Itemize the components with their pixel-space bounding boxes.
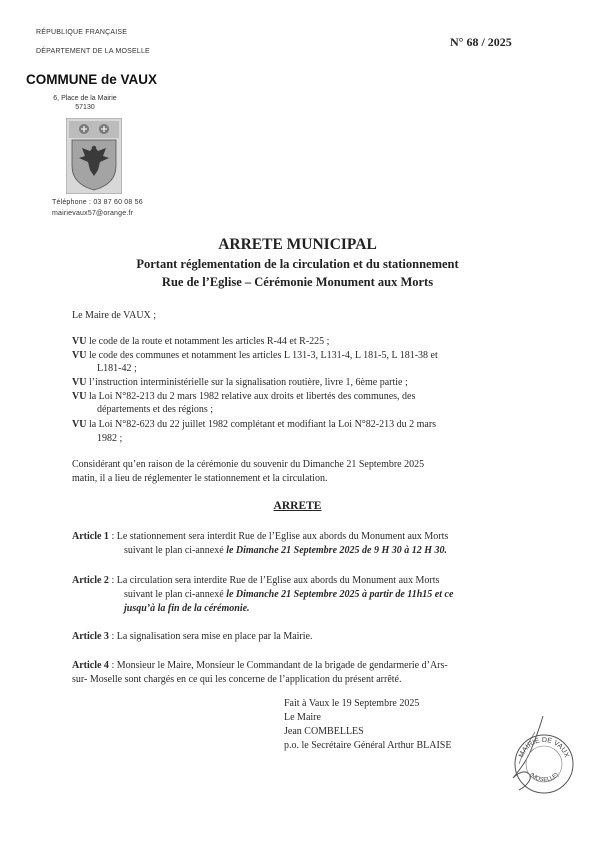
- article-2-line2: [124, 588, 544, 601]
- signatory-name: Jean COMBELLES: [284, 726, 364, 737]
- article-1: [72, 530, 532, 543]
- article-4: [72, 659, 542, 672]
- vu-text: la Loi N°82-623 du 22 juillet 1982 complétant et modifiant la Loi N°82-213 du 2 mars: [86, 419, 437, 430]
- considerant-line1: Considérant qu’en raison de la cérémonie du souvenir du Dimanche 21 Septembre 2025: [72, 459, 425, 470]
- vu-text: le code des communes et notamment les articles L 131-3, L131-4, L 181-5, L 181-38 et: [86, 350, 438, 361]
- vu-line: [72, 376, 532, 389]
- signatory-role: Le Maire: [284, 712, 321, 723]
- vu-text: le code de la route et notamment les articles R-44 et R-225 ;: [86, 336, 330, 347]
- vu-continuation: départements et des régions ;: [97, 404, 214, 415]
- svg-text:(MOSELLE): [528, 772, 560, 783]
- address-line2: 57130: [75, 104, 95, 111]
- article-1-line2: [124, 544, 544, 557]
- considerant-line2: matin, il a lieu de réglementer le stationnement et la circulation.: [72, 473, 328, 484]
- article-date: le Dimanche 21 Septembre 2025 à partir de 11h15 et ce: [226, 589, 454, 600]
- intro-text: Le Maire de VAUX ;: [72, 310, 157, 321]
- republic-label: RÉPUBLIQUE FRANÇAISE: [36, 29, 128, 36]
- vu-prefix: VU: [72, 391, 87, 402]
- article-label: Article 3: [72, 631, 109, 642]
- department-label: DÉPARTEMENT DE LA MOSELLE: [36, 48, 150, 55]
- article-label: Article 2: [72, 575, 109, 586]
- vu-text: la Loi N°82-213 du 2 mars 1982 relative aux droits et libertés des communes, des: [86, 391, 416, 402]
- place-date: Fait à Vaux le 19 Septembre 2025: [284, 698, 420, 709]
- signatory-delegate: p.o. le Secrétaire Général Arthur BLAISE: [284, 740, 452, 751]
- subtitle-line2: Rue de l’Eglise – Cérémonie Monument aux Morts: [161, 275, 434, 289]
- stamp-bottom-text: (MOSELLE): [528, 772, 560, 784]
- article-4-line2: [72, 673, 542, 686]
- article-date: le Dimanche 21 Septembre 2025 de 9 H 30 à 12 H 30.: [226, 545, 448, 556]
- article-2: [72, 574, 532, 587]
- vu-prefix: VU: [72, 336, 87, 347]
- article-label: Article 1: [72, 531, 109, 542]
- article-3: [72, 630, 532, 643]
- article-text: : Monsieur le Maire, Monsieur le Commandant de la brigade de gendarmerie d’Ars-: [108, 660, 448, 671]
- article-label: Article 4: [72, 660, 109, 671]
- vu-line: [72, 335, 532, 348]
- vu-prefix: VU: [72, 377, 87, 388]
- vu-line: [72, 349, 532, 362]
- article-text: suivant le plan ci-annexé: [124, 589, 227, 600]
- coat-of-arms-icon: [66, 118, 122, 194]
- mairie-stamp-icon: [512, 732, 576, 796]
- arrete-heading: ARRETE: [273, 500, 322, 512]
- article-text: sur- Moselle sont chargés en ce qui les concerne de l’application du présent arrêté.: [72, 674, 402, 685]
- stamp-top-text: MAIRIE DE VAUX: [518, 736, 570, 759]
- svg-text:MAIRIE DE VAUX: [518, 737, 570, 759]
- vu-line: [72, 418, 532, 431]
- subtitle-line1: Portant réglementation de la circulation et du stationnement: [136, 257, 459, 271]
- article-date: jusqu’à la fin de la cérémonie.: [124, 603, 250, 614]
- address-line1: 6, Place de la Mairie: [53, 95, 117, 102]
- article-text: : La circulation sera interdite Rue de l’Eglise aux abords du Monument aux Morts: [108, 575, 440, 586]
- arrete-number: N° 68 / 2025: [450, 35, 512, 49]
- article-text: : La signalisation sera mise en place par la Mairie.: [108, 631, 313, 642]
- article-text: suivant le plan ci-annexé: [124, 545, 227, 556]
- vu-continuation: 1982 ;: [97, 433, 123, 444]
- commune-name: COMMUNE de VAUX: [26, 72, 158, 87]
- vu-text: l’instruction interministérielle sur la signalisation routière, livre 1, 6ème partie ;: [86, 377, 408, 388]
- vu-prefix: VU: [72, 419, 87, 430]
- page-title: ARRETE MUNICIPAL: [218, 236, 377, 253]
- vu-continuation: L181-42 ;: [97, 363, 137, 374]
- article-text: : Le stationnement sera interdit Rue de l’Eglise aux abords du Monument aux Morts: [108, 531, 449, 542]
- vu-prefix: VU: [72, 350, 87, 361]
- vu-line: [72, 390, 532, 403]
- phone-label: Téléphone : 03 87 60 08 56: [52, 199, 143, 206]
- article-2-line3: [124, 602, 544, 615]
- email-label: mairievaux57@orange.fr: [52, 210, 134, 217]
